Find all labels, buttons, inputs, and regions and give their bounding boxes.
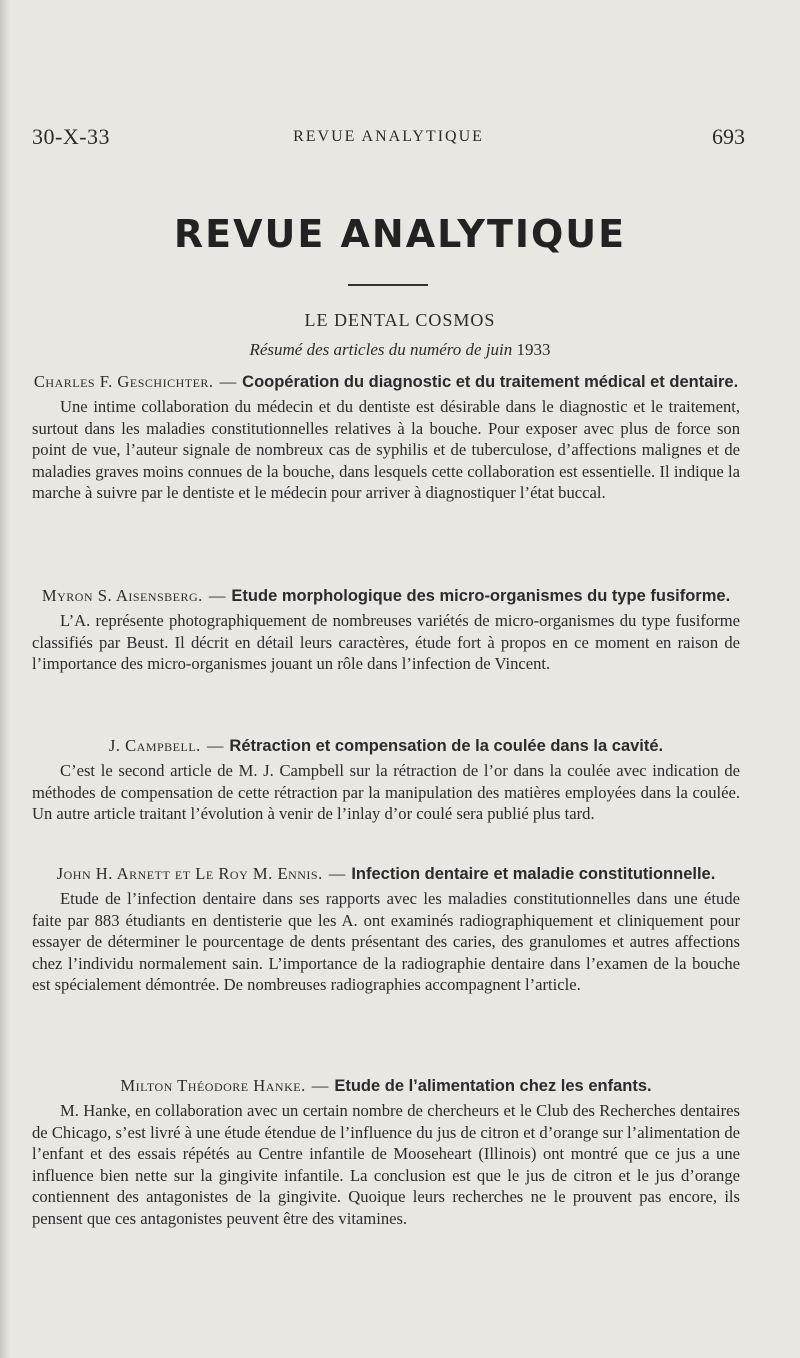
article-title: Etude de l’alimentation chez les enfants. [334,1077,652,1095]
article-3 [32,736,740,825]
article-5 [32,1076,740,1229]
article-heading: Myron S. Aisensberg. — Etude morphologique des micro-organismes du type fusiforme. [41,586,731,605]
article-title: Rétraction et compensation de la coulée dans la cavité. [229,737,664,755]
article-heading: J. Campbell. — Rétraction et compensation de la coulée dans la cavité. [108,736,664,755]
article-title: Infection dentaire et maladie constitutionnelle. [351,865,716,883]
article-author: Milton Théodore Hanke. [120,1076,306,1095]
journal-name: LE DENTAL COSMOS [304,310,496,330]
journal-subtitle-text: Résumé des articles du numéro de juin [249,340,513,359]
header-page-number: 693 [712,124,745,149]
article-1 [32,372,740,504]
page-edge-shadow [0,0,10,1358]
article-4 [32,864,740,996]
title-divider [348,284,428,286]
header-date: 30-X-33 [32,124,111,149]
journal-year: 1933 [516,340,551,359]
article-author: Myron S. Aisensberg. [41,586,203,605]
article-heading: Milton Théodore Hanke. — Etude de l’alimentation chez les enfants. [120,1076,652,1095]
article-title: Coopération du diagnostic et du traitement médical et dentaire. [242,373,739,391]
journal-subtitle [0,340,800,360]
article-author: J. Campbell. [108,736,201,755]
article-body: L’A. représente photographiquement de nombreuses variétés de micro-organismes du type fusiforme classifiés par Beust. Il décrit en détail leurs caractères, étude fort à propos en ce moment en raison de l’importance des micro-organismes jouant un rôle dans l’infection de Vincent. [32,611,740,673]
article-author: Charles F. Geschichter. [33,372,214,391]
article-body: C’est le second article de M. J. Campbell sur la rétraction de l’or dans la coulée avec indication de méthodes de compensation de cette rétraction par la manipulation des matières employées dans la coulée. Un autre article traitant l’évolution à venir de l’inlay d’or coulé sera publié plus tard. [32,761,740,823]
article-author: John H. Arnett et Le Roy M. Ennis. [56,864,323,883]
running-header [32,124,745,154]
article-heading: John H. Arnett et Le Roy M. Ennis. — Infection dentaire et maladie constitutionnelle. [56,864,716,883]
article-heading: Charles F. Geschichter. — Coopération du diagnostic et du traitement médical et dentaire. [33,372,739,391]
article-body: Etude de l’infection dentaire dans ses rapports avec les maladies constitutionnelles dans une étude faite par 883 étudiants en dentisterie que les A. ont examinés radiographiquement et cliniquement pour essayer de déterminer le pourcentage de dents présentant des caries, des granulomes et autres affections chez l’individu normalement sain. L’importance de la radiographie dentaire dans l’examen de la bouche est spécialement démontrée. De nombreuses radiographies accompagnent l’article. [32,889,740,994]
page-title: REVUE ANALYTIQUE [173,212,627,256]
article-body: M. Hanke, en collaboration avec un certain nombre de chercheurs et le Club des Recherches dentaires de Chicago, s’est livré à une étude étendue de l’influence du jus de citron et d’orange sur l’alimentation de l’enfant et des essais répétés au Centre infantile de Mooseheart (Illinois) ont montré que ce jus a une influence bien nette sur la gingivite infantile. La conclusion est que le jus de citron et le jus d’orange contiennent des antagonistes de la gingivite. Quoique leurs recherches ne le prouvent pas encore, ils pensent que ces antagonistes peuvent être des vitamines. [32,1101,740,1228]
article-title: Etude morphologique des micro-organismes du type fusiforme. [231,587,731,605]
article-2 [32,586,740,675]
header-running-title: REVUE ANALYTIQUE [293,128,484,145]
article-body: Une intime collaboration du médecin et du dentiste est désirable dans le diagnostic et le traitement, surtout dans les maladies constitutionnelles relatives à la bouche. Pour exposer avec plus de force son point de vue, l’auteur signale de nombreux cas de syphilis et de tuberculose, d’affections malignes et de maladies graves moins connues de la bouche, dans lesquels cette collaboration est essentielle. Il indique la marche à suivre par le dentiste et le médecin pour arriver à diagnostiquer l’état buccal. [32,397,740,502]
